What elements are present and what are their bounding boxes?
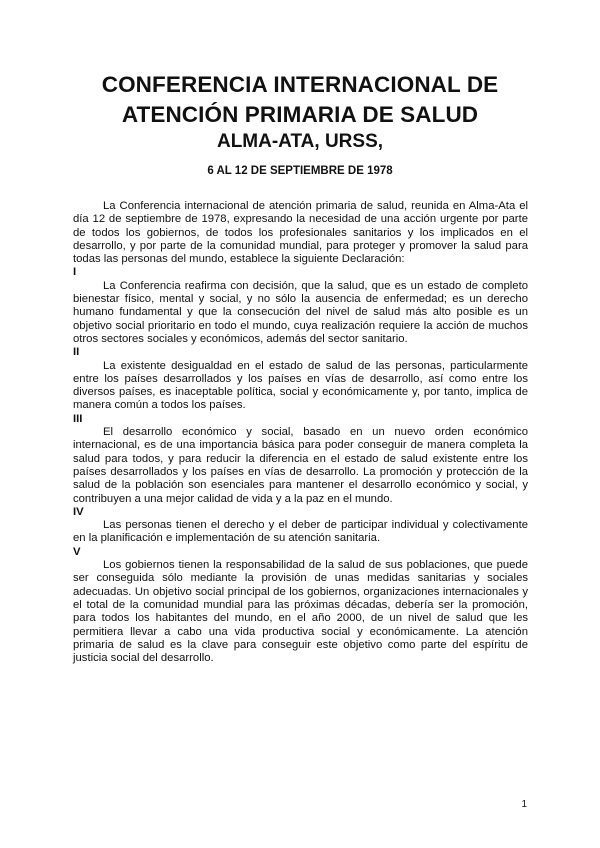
section-numeral-ii: II	[73, 346, 80, 359]
section-text-v: Los gobiernos tienen la responsabilidad de la salud de sus poblaciones, que puede ser conseguida sólo mediante la provisión de unas medidas sanitarias y sociales adecuadas. Un objetivo social principal de los gobiernos, organizaciones internacionales y el total de la comunidad mundial para las próximas décadas, debería ser la promoción, para todos los habitantes del mundo, en el año 2000, de un nivel de salud que les permitiera llevar a cabo una vida productiva social y económicamente. La atención primaria de salud es la clave para conseguir este objetivo como parte del espíritu de justicia social del desarrollo.	[73, 559, 528, 665]
document-title	[40, 70, 560, 130]
section-numeral-iv: IV	[73, 505, 84, 518]
section-numeral-v: V	[73, 545, 81, 558]
page-number: 1	[521, 799, 527, 810]
section-numeral-iii: III	[73, 412, 83, 425]
section-text-iv: Las personas tienen el derecho y el deber de participar individual y colectivamente en la planificación e implementación de su atención sanitaria.	[73, 519, 528, 545]
location-heading: ALMA-ATA, URSS,	[216, 131, 384, 152]
intro-paragraph: La Conferencia internacional de atención primaria de salud, reunida en Alma-Ata el día 12 de septiembre de 1978, expresando la necesidad de una acción urgente por parte de todos los gobiernos, de todos los profesionales sanitarios y los implicados en el desarrollo, y por parte de la comunidad mundial, para proteger y promover la salud para todas las personas del mundo, establece la siguiente Declaración:	[73, 200, 528, 266]
title-line-2: ATENCIÓN PRIMARIA DE SALUD	[121, 102, 479, 127]
section-text-i: La Conferencia reafirma con decisión, que la salud, que es un estado de completo bienestar físico, mental y social, y no sólo la ausencia de enfermedad; es un derecho humano fundamental y que la consecución del nivel de salud más alto posible es un objetivo social prioritario en todo el mundo, cuya realización requiere la acción de muchos otros sectores sociales y económicos, además del sector sanitario.	[73, 279, 528, 345]
section-numeral-i: I	[73, 266, 77, 279]
title-line-1: CONFERENCIA INTERNACIONAL DE	[101, 72, 499, 97]
section-text-iii: El desarrollo económico y social, basado en un nuevo orden económico internacional, es de una importancia básica para poder conseguir de manera completa la salud para todos, y para reducir la diferencia en el estado de salud existente entre los países desarrollados y los países en vías de desarrollo. La promoción y protección de la salud de la población son esenciales para mantener el desarrollo económico y social, y contribuyen a una mejor calidad de vida y a la paz en el mundo.	[73, 426, 528, 505]
dates-heading: 6 AL 12 DE SEPTIEMBRE DE 1978	[207, 165, 393, 177]
declaration-body	[73, 200, 528, 665]
section-text-ii: La existente desigualdad en el estado de salud de las personas, particularmente entre los países desarrollados y los países en vías de desarrollo, así como entre los diversos países, es inaceptable política, social y económicamente y, por tanto, implica de manera común a todos los países.	[73, 359, 528, 412]
